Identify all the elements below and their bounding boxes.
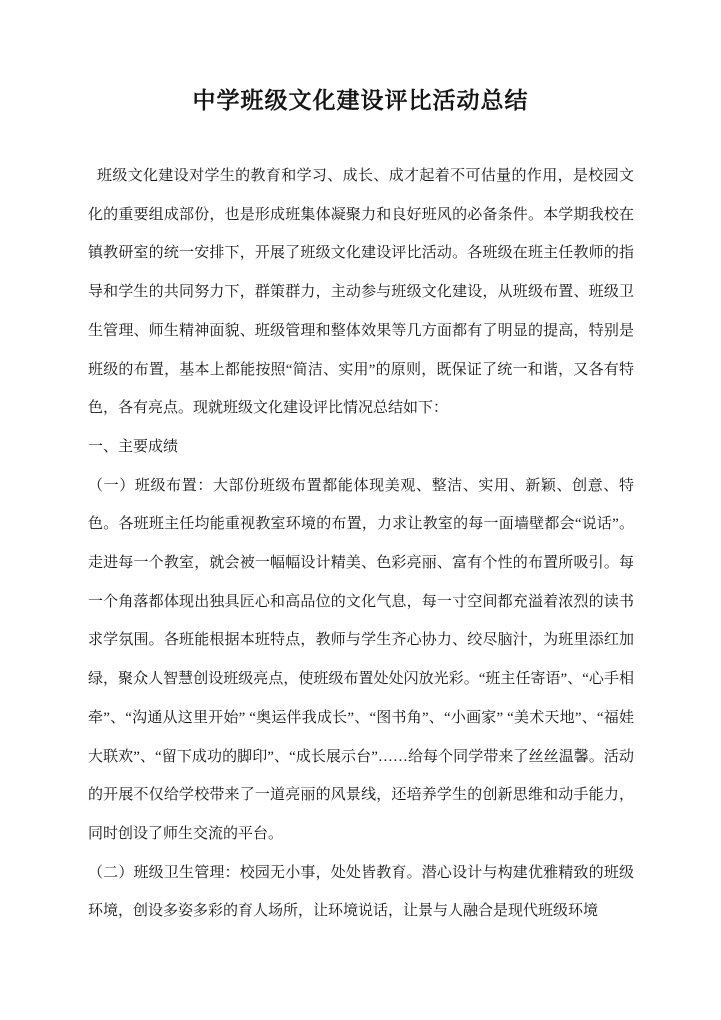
document-title: 中学班级文化建设评比活动总结 xyxy=(192,88,529,113)
heading-main-achievements: 一、主要成绩 xyxy=(88,438,179,455)
paragraph-intro: 班级文化建设对学生的教育和学习、成长、成才起着不可估量的作用，是校园文化的重要组成部份，也是形成班集体凝聚力和良好班风的必备条件。本学期我校在镇教研室的统一安排下，开展了班级文化建设评比活动。各班级在班主任教师的指导和学生的共同努力下，群策群力，主动参与班级文化建设，从班级布置、班级卫生管理、师生精神面貌、班级管理和整体效果等几方面都有了明显的提高，特别是班级的布置，基本上都能按照“简洁、实用”的原则，既保证了统一和谐，又各有特色，各有亮点。现就班级文化建设评比情况总结如下： xyxy=(88,168,634,417)
paragraph-hygiene-management: （二）班级卫生管理：校园无小事，处处皆教育。潜心设计与构建优雅精致的班级环境，创设多姿多彩的育人场所，让环境说话，让景与人融合是现代班级环境 xyxy=(88,864,634,920)
paragraph-class-arrangement: （一）班级布置：大部份班级布置都能体现美观、整洁、实用、新颖、创意、特色。各班班主任均能重视教室环境的布置，力求让教室的每一面墙壁都会“说话”。走进每一个教室，就会被一幅幅设计精美、色彩亮丽、富有个性的布置所吸引。每一个角落都体现出独具匠心和高品位的文化气息，每一寸空间都充溢着浓烈的读书求学氛围。各班能根据本班特点，教师与学生齐心协力、绞尽脑汁，为班里添红加绿，聚众人智慧创设班级亮点，使班级布置处处闪放光彩。“班主任寄语”、“心手相牵”、“沟通从这里开始” “奥运伴我成长”、“图书角”、“小画家” “美术天地”、“福娃大联欢”、“留下成功的脚印”、“成长展示台”……给每个同学带来了丝丝温馨。活动的开展不仅给学校带来了一道亮丽的风景线，还培养学生的创新思维和动手能力，同时创设了师生交流的平台。 xyxy=(88,477,634,842)
document-body xyxy=(88,157,634,931)
